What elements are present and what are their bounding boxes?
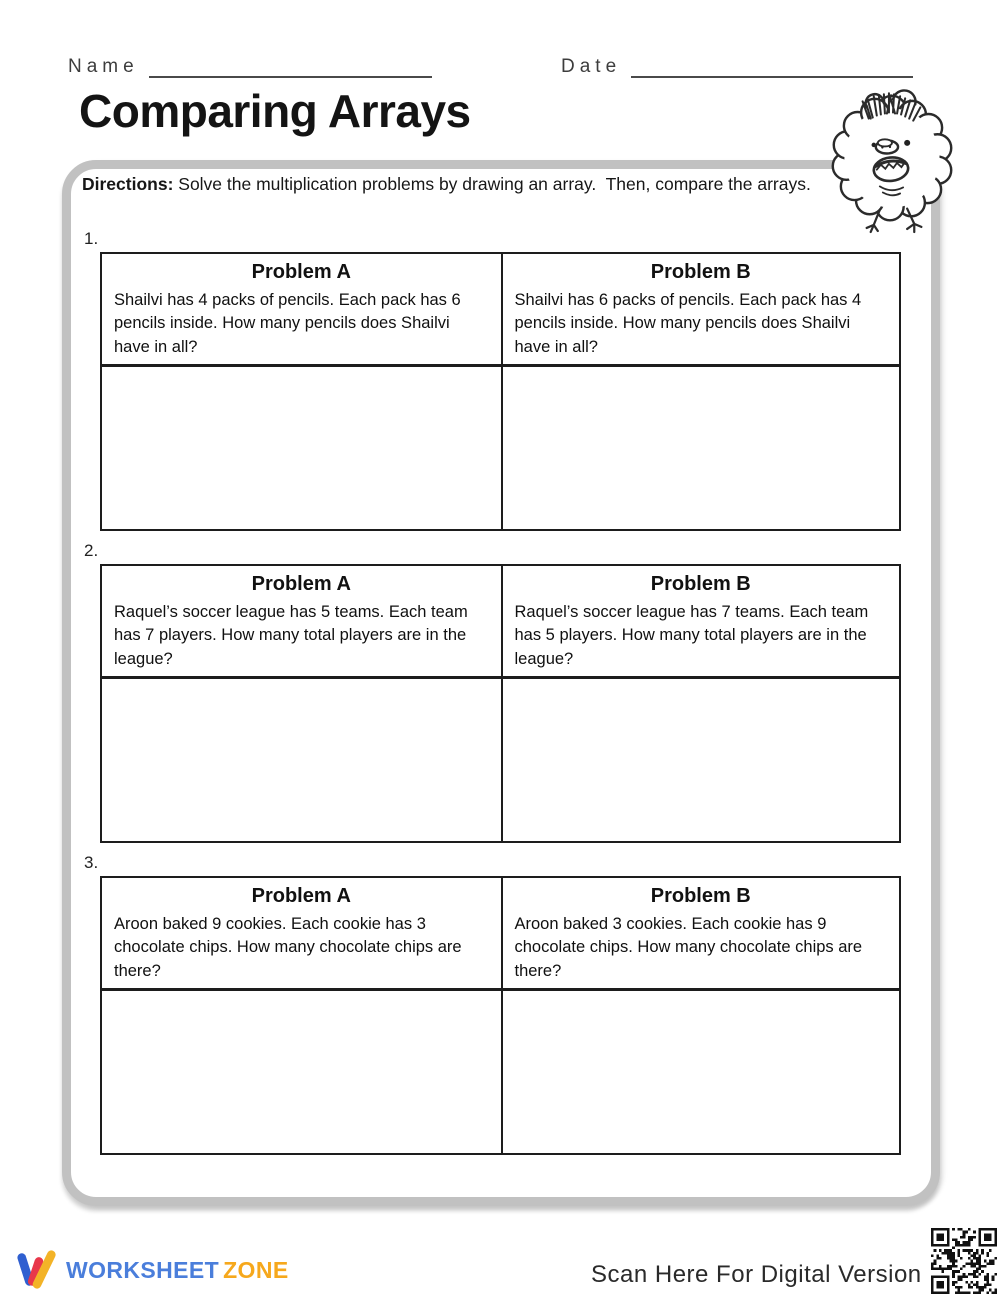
brand-word-worksheet: WORKSHEET [66,1256,220,1283]
problem-b-header: Problem B [650,261,751,283]
problem-3-answer-box-a[interactable] [102,991,501,1153]
problem-1-question-a [102,254,501,367]
problem-3-number: 3. [84,853,99,872]
name-label: Name [68,56,139,77]
problem-b-header: Problem B [650,885,751,907]
problem-1-answer-box-a[interactable] [102,367,501,529]
problem-b-question-text: Raquel’s soccer league has 7 teams. Each team has 5 players. How many total players are in the league? [514,603,869,668]
problem-3-answer-box-b[interactable] [501,991,900,1153]
problem-2 [84,541,904,843]
problem-1-table [100,252,901,531]
problem-2-table [100,564,901,843]
problem-3-question-a [102,878,501,991]
problem-3-question-b [501,878,900,991]
directions-label: Directions: [82,174,174,194]
problem-2-number: 2. [84,541,99,560]
problem-a-header: Problem A [251,261,351,283]
date-label: Date [561,56,622,77]
problem-b-header: Problem B [650,573,751,595]
directions-text: Solve the multiplication problems by drawing an array. Then, compare the arrays. [173,174,811,194]
problem-2-question-a [102,566,501,679]
problem-1-answer-box-b[interactable] [501,367,900,529]
problem-a-header: Problem A [251,885,351,907]
name-field [68,56,432,78]
problem-a-question-text: Aroon baked 9 cookies. Each cookie has 3 chocolate chips. How many chocolate chips are there? [114,915,462,980]
brand-word-zone: ZONE [223,1256,289,1283]
page-title: Comparing Arrays [79,85,471,137]
directions [82,174,852,195]
problem-a-header: Problem A [251,573,351,595]
problem-b-question-text: Aroon baked 3 cookies. Each cookie has 9 chocolate chips. How many chocolate chips are there? [514,915,863,980]
problem-a-question-text: Shailvi has 4 packs of pencils. Each pack has 6 pencils inside. How many pencils does Shailvi have in all? [114,291,461,356]
name-fill-line[interactable] [149,56,432,78]
monster-doodle-icon [826,72,960,234]
problem-1 [84,229,904,531]
brand-logo [15,1249,289,1291]
problem-3-table [100,876,901,1155]
problem-a-question-text: Raquel’s soccer league has 5 teams. Each team has 7 players. How many total players are in the league? [114,603,468,668]
scan-here-text: Scan Here For Digital Version [591,1261,922,1288]
problem-2-answer-box-a[interactable] [102,679,501,841]
problem-b-question-text: Shailvi has 6 packs of pencils. Each pack has 4 pencils inside. How many pencils does Shailvi have in all? [514,291,862,356]
problem-2-question-b [501,566,900,679]
problem-1-number: 1. [84,229,99,248]
problem-2-answer-box-b[interactable] [501,679,900,841]
problem-1-question-b [501,254,900,367]
problem-3 [84,853,904,1155]
qr-code [931,1228,997,1294]
worksheet-zone-w-icon [15,1249,59,1291]
